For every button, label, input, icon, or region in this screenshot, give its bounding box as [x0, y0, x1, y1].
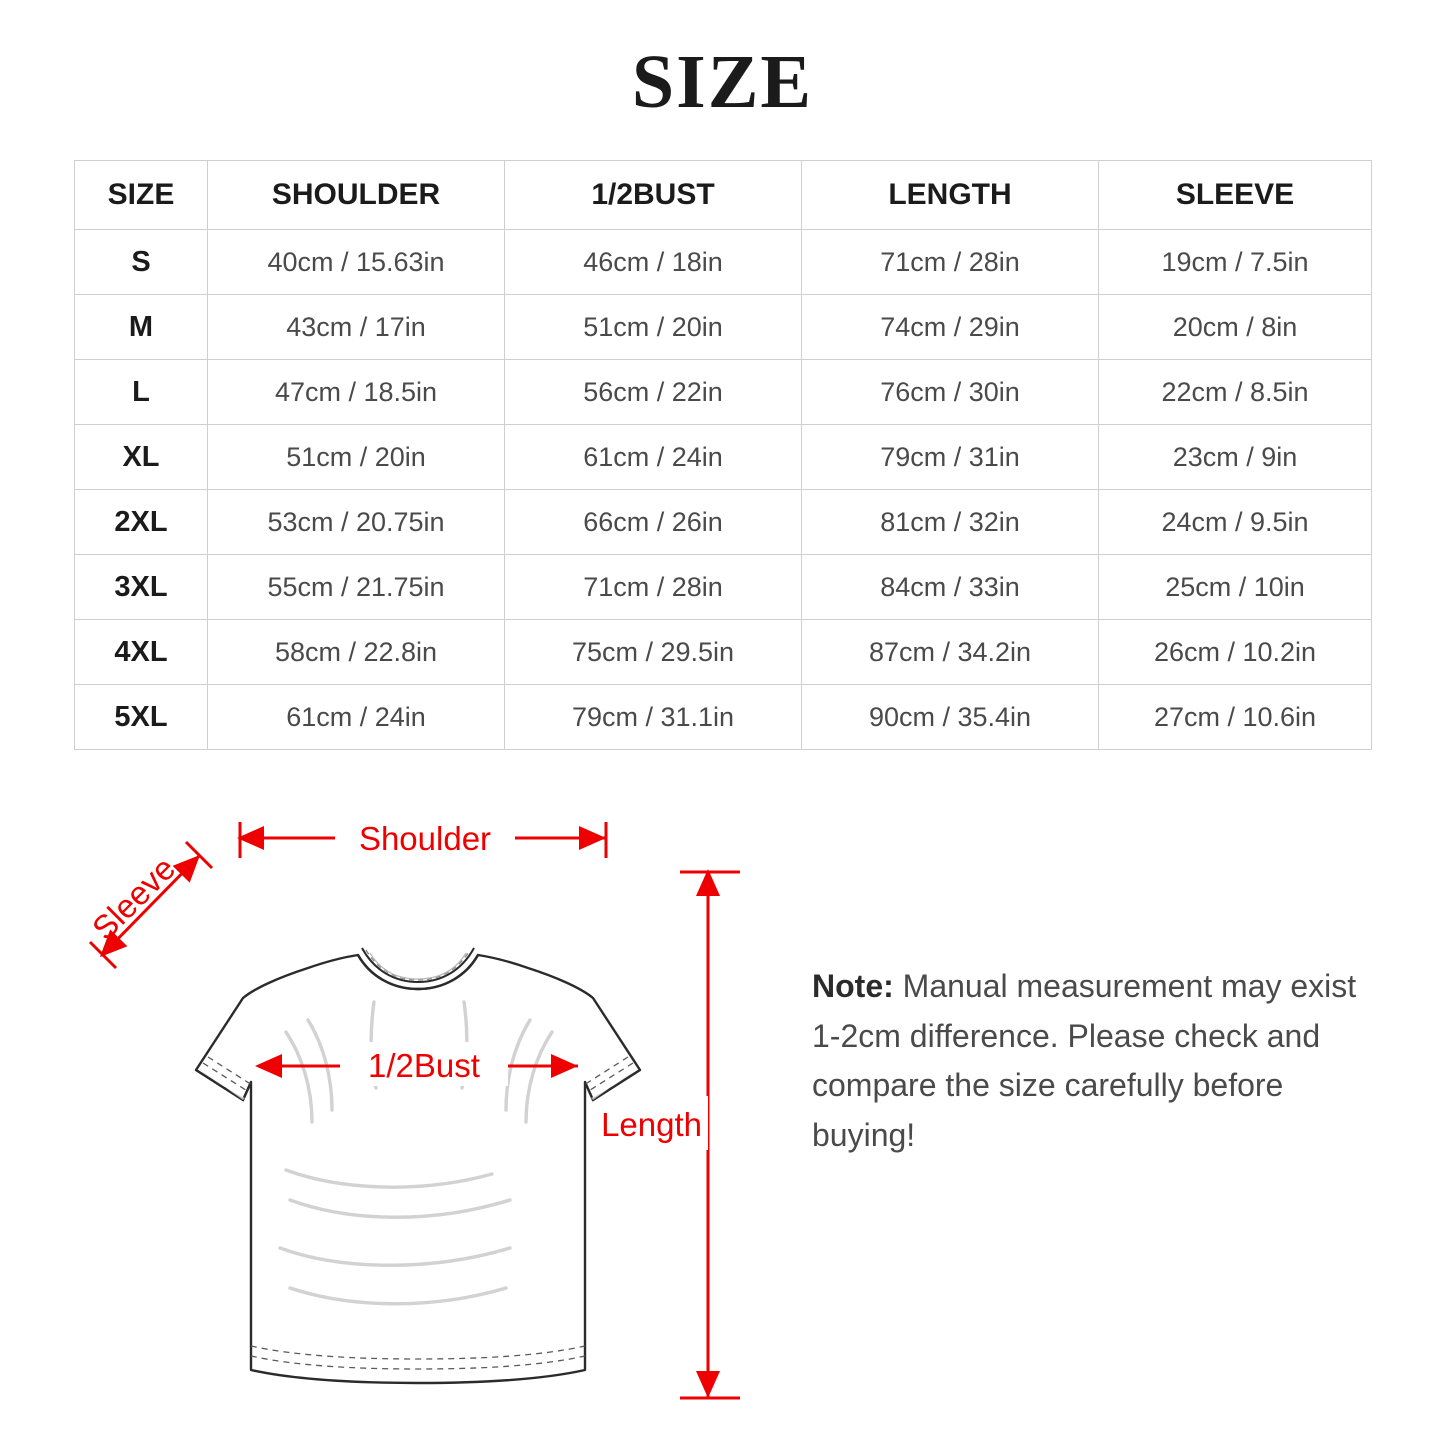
length-label: Length	[601, 1106, 702, 1143]
cell-shoulder: 40cm / 15.63in	[208, 230, 505, 295]
cell-length: 90cm / 35.4in	[802, 685, 1099, 750]
cell-shoulder: 55cm / 21.75in	[208, 555, 505, 620]
table-row	[75, 295, 1372, 360]
cell-shoulder: 61cm / 24in	[208, 685, 505, 750]
size-chart-table	[74, 160, 1372, 750]
cell-bust: 51cm / 20in	[505, 295, 802, 360]
shoulder-measure	[240, 816, 606, 860]
table-row	[75, 360, 1372, 425]
cell-length: 74cm / 29in	[802, 295, 1099, 360]
cell-bust: 79cm / 31.1in	[505, 685, 802, 750]
cell-bust: 71cm / 28in	[505, 555, 802, 620]
half-bust-label: 1/2Bust	[368, 1047, 480, 1084]
sleeve-measure	[85, 842, 212, 968]
cell-size: M	[75, 295, 208, 360]
cell-length: 76cm / 30in	[802, 360, 1099, 425]
cell-sleeve: 20cm / 8in	[1099, 295, 1372, 360]
cell-size: 4XL	[75, 620, 208, 685]
cell-sleeve: 19cm / 7.5in	[1099, 230, 1372, 295]
cell-sleeve: 25cm / 10in	[1099, 555, 1372, 620]
cell-sleeve: 24cm / 9.5in	[1099, 490, 1372, 555]
cell-bust: 66cm / 26in	[505, 490, 802, 555]
shoulder-label: Shoulder	[358, 820, 492, 857]
column-header-shoulder: SHOULDER	[208, 161, 505, 230]
cell-shoulder: 58cm / 22.8in	[208, 620, 505, 685]
note-label: Note:	[812, 968, 894, 1004]
tshirt-measurement-diagram	[40, 770, 800, 1410]
cell-length: 81cm / 32in	[802, 490, 1099, 555]
table-row	[75, 230, 1372, 295]
sleeve-label: Sleeve	[84, 849, 183, 947]
length-measure	[601, 872, 740, 1398]
table-row	[75, 490, 1372, 555]
column-header-sleeve: SLEEVE	[1099, 161, 1372, 230]
table-header-row	[75, 161, 1372, 230]
cell-sleeve: 26cm / 10.2in	[1099, 620, 1372, 685]
cell-length: 79cm / 31in	[802, 425, 1099, 490]
table-row	[75, 685, 1372, 750]
cell-size: XL	[75, 425, 208, 490]
cell-shoulder: 47cm / 18.5in	[208, 360, 505, 425]
cell-size: 2XL	[75, 490, 208, 555]
column-header-length: LENGTH	[802, 161, 1099, 230]
cell-bust: 56cm / 22in	[505, 360, 802, 425]
column-header-bust: 1/2BUST	[505, 161, 802, 230]
cell-sleeve: 27cm / 10.6in	[1099, 685, 1372, 750]
note-block	[812, 962, 1392, 1160]
cell-length: 87cm / 34.2in	[802, 620, 1099, 685]
column-header-size: SIZE	[75, 161, 208, 230]
cell-shoulder: 43cm / 17in	[208, 295, 505, 360]
cell-length: 84cm / 33in	[802, 555, 1099, 620]
cell-size: 5XL	[75, 685, 208, 750]
cell-size: 3XL	[75, 555, 208, 620]
cell-shoulder: 53cm / 20.75in	[208, 490, 505, 555]
table-row	[75, 555, 1372, 620]
cell-size: L	[75, 360, 208, 425]
cell-length: 71cm / 28in	[802, 230, 1099, 295]
tshirt-illustration	[196, 948, 640, 1383]
cell-bust: 46cm / 18in	[505, 230, 802, 295]
table-row	[75, 425, 1372, 490]
cell-bust: 61cm / 24in	[505, 425, 802, 490]
cell-sleeve: 23cm / 9in	[1099, 425, 1372, 490]
cell-shoulder: 51cm / 20in	[208, 425, 505, 490]
note-text: Manual measurement may exist 1-2cm difference. Please check and compare the size carefully before buying!	[812, 968, 1357, 1153]
page-title: SIZE	[631, 40, 814, 124]
cell-sleeve: 22cm / 8.5in	[1099, 360, 1372, 425]
cell-bust: 75cm / 29.5in	[505, 620, 802, 685]
cell-size: S	[75, 230, 208, 295]
table-row	[75, 620, 1372, 685]
